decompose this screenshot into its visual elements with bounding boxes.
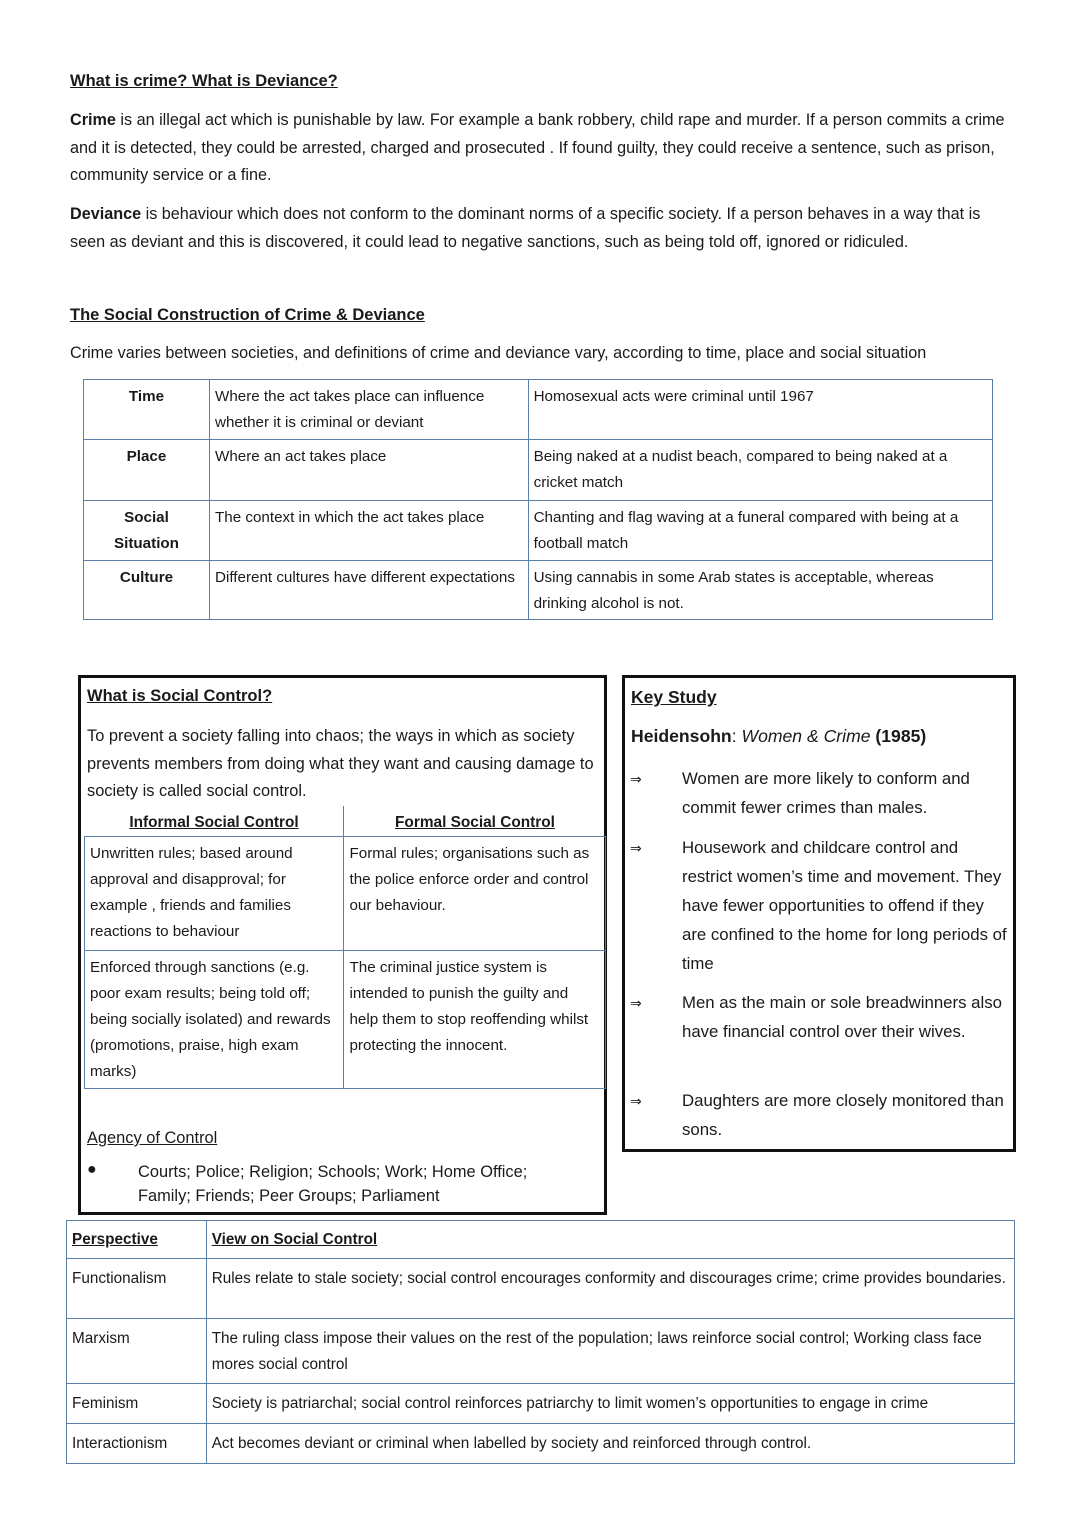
crime-term: Crime (70, 111, 116, 129)
point-text: Daughters are more closely monitored than sons. (682, 1091, 1004, 1139)
perspective-view: The ruling class impose their values on the rest of the population; laws reinforce social control; Working class face mores social control (206, 1319, 1014, 1384)
point-text: Housework and childcare control and restrict women’s time and movement. They have fewer opportunities to offend if they are confined to the home for long periods of time (682, 838, 1007, 973)
informal-control-header: Informal Social Control (85, 806, 344, 837)
social-construction-intro: Crime varies between societies, and definitions of crime and deviance vary, according to time, place and social situation (70, 344, 927, 362)
view-header: View on Social Control (206, 1221, 1014, 1259)
formal-cell: The criminal justice system is intended to punish the guilty and help them to stop reoffending whilst protecting the innocent. (344, 951, 606, 1089)
control-types-table (84, 806, 606, 1089)
study-year: (1985) (870, 726, 927, 746)
row-label: Social Situation (84, 501, 210, 561)
row-label: Place (84, 440, 210, 501)
row-description: Where the act takes place can influence whether it is criminal or deviant (209, 380, 528, 440)
deviance-definition (70, 201, 1010, 256)
perspective-name: Functionalism (67, 1259, 207, 1319)
informal-cell: Unwritten rules; based around approval and disapproval; for example , friends and families reactions to behaviour (85, 837, 344, 951)
row-label: Culture (84, 561, 210, 620)
row-example: Being naked at a nudist beach, compared to being naked at a cricket match (528, 440, 992, 501)
key-study-box (622, 675, 1016, 1152)
agency-list: Courts; Police; Religion; Schools; Work; Home Office; Family; Friends; Peer Groups; Parliament (138, 1163, 528, 1205)
perspective-header: Perspective (67, 1221, 207, 1259)
informal-cell: Enforced through sanctions (e.g. poor exam results; being told off; being socially isolated) and rewards (promotions, praise, high exam marks) (85, 951, 344, 1089)
social-control-intro: To prevent a society falling into chaos; the ways in which as society prevents members from doing what they want and causing damage to society is called social control. (87, 727, 594, 800)
key-study-citation (631, 726, 926, 747)
table-row (84, 440, 993, 501)
perspective-name: Interactionism (67, 1424, 207, 1464)
table-header-row (67, 1221, 1015, 1259)
table-row (67, 1424, 1015, 1464)
social-construction-heading: The Social Construction of Crime & Deviance (70, 306, 425, 324)
arrow-right-icon: ⇒ (630, 771, 642, 787)
row-example: Homosexual acts were criminal until 1967 (528, 380, 992, 440)
perspective-view: Rules relate to stale society; social control encourages conformity and discourages crime; crime provides boundaries. (206, 1259, 1014, 1319)
arrow-right-icon: ⇒ (630, 995, 642, 1011)
social-control-heading: What is Social Control? (87, 687, 273, 705)
perspectives-table (66, 1220, 1015, 1464)
perspective-view: Society is patriarchal; social control reinforces patriarchy to limit women’s opportunities to engage in crime (206, 1384, 1014, 1424)
perspective-name: Feminism (67, 1384, 207, 1424)
table-row (84, 501, 993, 561)
table-row (67, 1319, 1015, 1384)
row-label: Time (84, 380, 210, 440)
arrow-right-icon: ⇒ (630, 1093, 642, 1109)
study-author: Heidensohn (631, 726, 732, 746)
point-text: Women are more likely to conform and commit fewer crimes than males. (682, 769, 970, 817)
formal-control-header: Formal Social Control (344, 806, 606, 837)
crime-definition (70, 107, 1005, 190)
key-study-heading: Key Study (631, 687, 717, 707)
bullet-icon: ● (87, 1161, 97, 1178)
citation-separator: : (731, 726, 742, 746)
study-title: Women & Crime (741, 726, 871, 746)
agency-heading: Agency of Control (87, 1129, 218, 1147)
crime-text: is an illegal act which is punishable by law. For example a bank robbery, child rape and murder. If a person commits a crime and it is detected, they could be arrested, charged and prosecuted . If found guilty, they could receive a sentence, such as prison, community service or a fine. (70, 111, 1005, 184)
deviance-term: Deviance (70, 205, 142, 223)
table-row (84, 561, 993, 620)
perspective-view: Act becomes deviant or criminal when labelled by society and reinforced through control. (206, 1424, 1014, 1464)
point-text: Men as the main or sole breadwinners also have financial control over their wives. (682, 993, 1002, 1041)
table-row (84, 380, 993, 440)
formal-cell: Formal rules; organisations such as the police enforce order and control our behaviour. (344, 837, 606, 951)
table-row (67, 1259, 1015, 1319)
social-control-box (78, 675, 607, 1215)
deviance-text: is behaviour which does not conform to the dominant norms of a specific society. If a person behaves in a way that is seen as deviant and this is discovered, it could lead to negative sanctions, such as being told off, ignored or ridiculed. (70, 205, 981, 251)
table-row (85, 837, 606, 951)
crime-deviance-heading: What is crime? What is Deviance? (70, 72, 338, 90)
table-row (85, 951, 606, 1089)
social-construction-table (83, 379, 993, 620)
table-row (67, 1384, 1015, 1424)
row-description: Different cultures have different expectations (209, 561, 528, 620)
row-example: Chanting and flag waving at a funeral compared with being at a football match (528, 501, 992, 561)
arrow-right-icon: ⇒ (630, 840, 642, 856)
perspective-name: Marxism (67, 1319, 207, 1384)
row-description: Where an act takes place (209, 440, 528, 501)
row-description: The context in which the act takes place (209, 501, 528, 561)
row-example: Using cannabis in some Arab states is acceptable, whereas drinking alcohol is not. (528, 561, 992, 620)
